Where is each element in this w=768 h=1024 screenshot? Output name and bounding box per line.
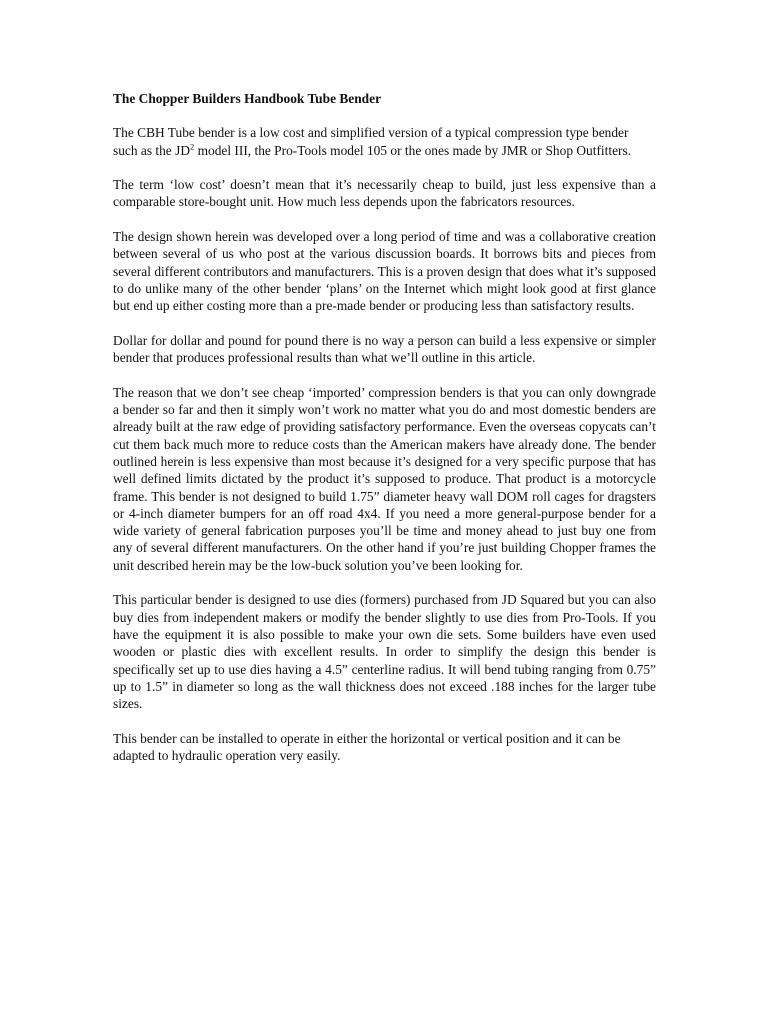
paragraph-intro — [113, 124, 656, 159]
paragraph-installation: This bender can be installed to operate in either the horizontal or vertical position and it can be adapted to hydraulic operation very easily. — [113, 730, 621, 763]
paragraph-imported: The reason that we don’t see cheap ‘imported’ compression benders is that you can only downgrade a bender so far and then it simply won’t work no matter what you do and most domestic benders are already built at the raw edge of providing satisfactory performance. Even the overseas copycats can’t cut them back much more to reduce costs than the American makers have already done. The bender outlined herein is less expensive than most because it’s designed for a very specific purpose that has well defined limits dictated by the product it’s supposed to produce. That product is a motorcycle frame. This bender is not designed to build 1.75” diameter heavy wall DOM roll cages for dragsters or 4-inch diameter bumpers for an off road 4x4. If you need a more general-purpose bender for a wide variety of general fabrication purposes you’ll be time and money ahead to just buy one from any of several different manufacturers. On the other hand if you’re just building Chopper frames the unit described herein may be the low-buck solution you’ve been looking for. — [113, 384, 656, 573]
paragraph-design: The design shown herein was developed over a long period of time and was a collaborative creation between several of us who post at the various discussion boards. It borrows bits and pieces from several different contributors and manufacturers. This is a proven design that does what it’s supposed to do unlike many of the other bender ‘plans’ on the Internet which might look good at first glance but end up either costing more than a pre-made bender or producing less than satisfactory results. — [113, 229, 656, 314]
paragraph-dies: This particular bender is designed to use dies (formers) purchased from JD Squared but you can also buy dies from independent makers or modify the bender slightly to use dies from Pro-Tools. If you have the equipment it is also possible to make your own die sets. Some builders have even used wooden or plastic dies with excellent results. In order to simplify the design this bender is specifically set up to use dies having a 4.5” centerline radius. It will bend tubing ranging from 0.75” up to 1.5” in diameter so long as the wall thickness does not exceed .188 inches for the larger tube sizes. — [113, 592, 656, 712]
document-title: The Chopper Builders Handbook Tube Bender — [113, 91, 382, 106]
intro-text-end: model III, the Pro-Tools model 105 or the ones made by JMR or Shop Outfitters. — [194, 142, 632, 158]
intro-text-start: The CBH Tube bender is a low cost and simplified version of a typical compression type bender such as the JD — [113, 125, 629, 158]
document-page — [113, 90, 656, 782]
paragraph-dollar: Dollar for dollar and pound for pound there is no way a person can build a less expensive or simpler bender that produces professional results than what we’ll outline in this article. — [113, 332, 656, 366]
paragraph-low-cost: The term ‘low cost’ doesn’t mean that it’s necessarily cheap to build, just less expensive than a comparable store-bought unit. How much less depends upon the fabricators resources. — [113, 177, 656, 210]
intro-superscript: 2 — [189, 141, 195, 152]
